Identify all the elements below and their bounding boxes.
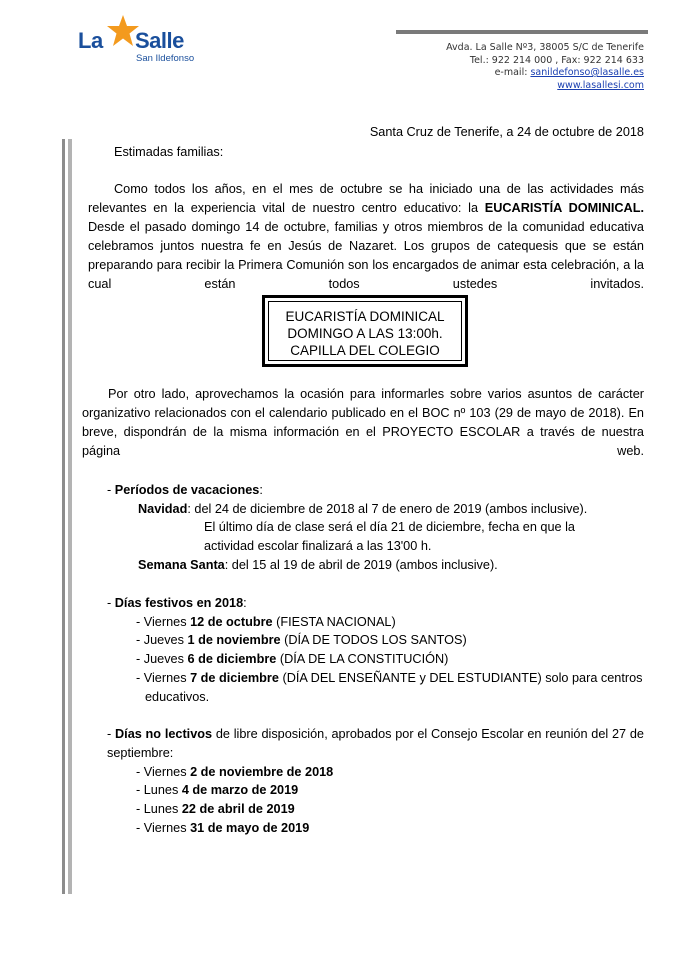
list-item — [136, 763, 333, 782]
list-item-continuation: educativos. — [145, 690, 210, 704]
header-rule — [396, 30, 648, 34]
heading-title: Días no lectivos — [115, 727, 213, 741]
list-item — [136, 650, 448, 669]
phone-line: Tel.: 922 214 000 , Fax: 922 214 633 — [469, 54, 644, 66]
address-line: Avda. La Salle Nº3, 38005 S/C de Tenerife — [446, 42, 644, 53]
item-pre: - Jueves — [136, 633, 188, 647]
item-post: (FIESTA NACIONAL) — [272, 615, 396, 629]
email-link[interactable]: sanildefonso@lasalle.es — [530, 67, 644, 78]
item-date: 31 de mayo de 2019 — [190, 821, 310, 835]
logo-la-text: La — [78, 28, 103, 53]
festivos-heading — [107, 594, 247, 613]
paragraph-eucaristia — [88, 180, 644, 294]
item-pre: - Jueves — [136, 652, 188, 666]
heading-dash: - — [107, 596, 115, 610]
list-item — [136, 781, 298, 800]
list-item — [136, 613, 396, 632]
item-post: (DÍA DE LA CONSTITUCIÓN) — [276, 652, 449, 666]
navidad-label: Navidad — [138, 502, 188, 516]
item-date: 7 de diciembre — [190, 671, 279, 685]
list-item — [136, 819, 309, 838]
item-date: 6 de diciembre — [187, 652, 277, 666]
item-date: 4 de marzo de 2019 — [181, 783, 299, 797]
notice-line-1: EUCARISTÍA DOMINICAL — [285, 309, 445, 324]
email-label: e-mail: — [494, 67, 531, 78]
letter-greeting: Estimadas familias: — [114, 145, 224, 159]
item-post: (DÍA DEL ENSEÑANTE y DEL ESTUDIANTE) solo para centros — [278, 671, 643, 685]
para1-text-b: Desde el pasado domingo 14 de octubre, familias y otros miembros de la comunidad educativa celebramos juntos nuestra fe en Jesús de Nazaret. Los grupos de catequesis que se están preparando para recibir la Primera Comunión son los encargados de animar esta celebración, a la cual están todos ustedes invitados. — [88, 220, 644, 291]
logo-subtitle: San Ildefonso — [136, 53, 195, 64]
semana-santa-label: Semana Santa — [138, 558, 225, 572]
web-line — [446, 80, 644, 93]
semana-santa-text: : del 15 al 19 de abril de 2019 (ambos inclusive). — [224, 558, 498, 572]
eucaristia-notice-box — [262, 295, 468, 367]
paragraph-calendario: Por otro lado, aprovechamos la ocasión para informarles sobre varios asuntos de carácter organizativo relacionados con el calendario publicado en el BOC nº 103 (29 de mayo de 2018). En breve, dispondrán de la misma información en el PROYECTO ESCOLAR a través de nuestra página web. — [82, 387, 644, 458]
notice-box-inner — [268, 301, 462, 361]
item-pre: - Viernes — [136, 821, 191, 835]
navidad-text: : del 24 de diciembre de 2018 al 7 de enero de 2019 (ambos inclusive). — [187, 502, 588, 516]
item-pre: - Viernes — [136, 765, 191, 779]
item-pre: - Viernes — [136, 671, 191, 685]
navidad-line — [138, 500, 587, 519]
item-pre: - Lunes — [136, 783, 182, 797]
web-link[interactable]: www.lasallesi.com — [557, 79, 644, 91]
no-lectivos-heading — [107, 725, 644, 763]
list-item — [136, 669, 643, 688]
heading-text: de libre disposición, aprobados por el Consejo Escolar en reunión del 27 de septiembre: — [107, 727, 644, 760]
vacaciones-heading — [107, 481, 263, 500]
la-salle-logo — [78, 14, 208, 66]
heading-dash: - — [107, 483, 115, 497]
heading-dash: - — [107, 727, 115, 741]
item-date: 12 de octubre — [190, 615, 273, 629]
list-item — [136, 800, 295, 819]
heading-colon: : — [259, 483, 263, 497]
item-pre: - Viernes — [136, 615, 191, 629]
heading-title: Días festivos en 2018 — [114, 596, 244, 610]
school-address-block — [446, 42, 644, 92]
heading-title: Períodos de vacaciones — [114, 483, 260, 497]
item-date: 22 de abril de 2019 — [181, 802, 295, 816]
heading-colon: : — [243, 596, 247, 610]
email-line — [446, 67, 644, 80]
navidad-note-line-1: El último día de clase será el día 21 de diciembre, fecha en que la — [204, 520, 575, 534]
notice-line-3: CAPILLA DEL COLEGIO — [290, 343, 440, 358]
letter-date: Santa Cruz de Tenerife, a 24 de octubre de 2018 — [369, 125, 644, 139]
item-post: (DÍA DE TODOS LOS SANTOS) — [280, 633, 467, 647]
para1-text-a: Como todos los años, en el mes de octubre se ha iniciado una de las actividades más relevantes en la experiencia vital de nuestro centro educativo: la — [88, 182, 644, 215]
para1-bold: EUCARISTÍA DOMINICAL. — [484, 201, 644, 215]
item-date: 2 de noviembre de 2018 — [190, 765, 334, 779]
item-pre: - Lunes — [136, 802, 182, 816]
navidad-note-line-2: actividad escolar finalizará a las 13'00 h. — [204, 539, 432, 553]
semana-santa-line — [138, 556, 498, 575]
list-item — [136, 631, 467, 650]
margin-bar-light — [68, 139, 72, 894]
margin-bar-dark — [62, 139, 65, 894]
logo-salle-text: Salle — [135, 28, 184, 53]
notice-line-2: DOMINGO A LAS 13:00h. — [287, 326, 443, 341]
item-date: 1 de noviembre — [187, 633, 281, 647]
